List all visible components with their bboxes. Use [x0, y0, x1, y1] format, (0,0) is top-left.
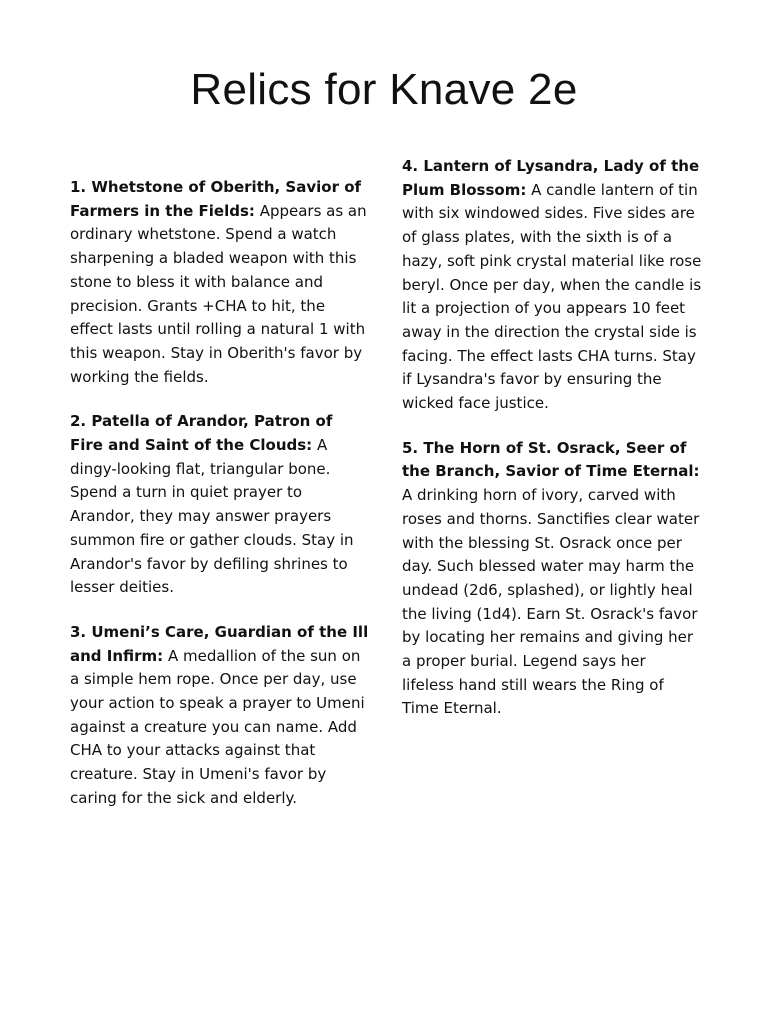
relic-entry-3	[70, 621, 370, 811]
relic-name: 2. Patella of Arandor, Patron of Fire and Saint of the Clouds:	[70, 412, 333, 455]
relic-name: 5. The Horn of St. Osrack, Seer of the Branch, Savior of Time Eternal:	[402, 438, 700, 481]
relic-entry-1	[70, 176, 370, 389]
relic-name: 3. Umeni’s Care, Guardian of the Ill and Infirm:	[70, 622, 369, 665]
relic-name: 1. Whetstone of Oberith, Savior of Farmers in the Fields:	[70, 178, 362, 220]
relic-description: A medallion of the sun on a simple hem rope. Once per day, use your action to speak a prayer to Umeni against a creature you can name. Add CHA to your attacks against that creature. Stay in Umeni's favor by caring for the sick and elderly.	[70, 646, 365, 807]
relic-entry-5	[402, 437, 702, 721]
relic-name: 4. Lantern of Lysandra, Lady of the Plum Blossom:	[402, 157, 700, 199]
relic-description: A dingy-looking flat, triangular bone. Spend a turn in quiet prayer to Arandor, they may answer prayers summon fire or gather clouds. Stay in Arandor's favor by defiling shrines to lesser deities.	[70, 436, 354, 597]
relic-description: A candle lantern of tin with six windowed sides. Five sides are of glass plates, with the sixth is of a hazy, soft pink crystal material like rose beryl. Once per day, when the candle is lit a projection of you appears 10 feet away in the direction the crystal side is facing. The effect lasts CHA turns. Stay if Lysandra's favor by ensuring the wicked face justice.	[402, 180, 702, 413]
page-title: Relics for Knave 2e	[190, 65, 578, 114]
left-column	[70, 176, 370, 832]
relic-entry-4	[402, 155, 702, 416]
relic-description: Appears as an ordinary whetstone. Spend a watch sharpening a bladed weapon with this stone to bless it with balance and precision. Grants +CHA to hit, the effect lasts until rolling a natural 1 with this weapon. Stay in Oberith's favor by working the fields.	[70, 201, 367, 386]
relic-entry-2	[70, 410, 370, 600]
right-column	[402, 155, 702, 742]
relic-description: A drinking horn of ivory, carved with roses and thorns. Sanctifies clear water with the blessing St. Osrack once per day. Such blessed water may harm the undead (2d6, splashed), or lightly heal the living (1d4). Earn St. Osrack's favor by locating her remains and giving her a proper burial. Legend says her lifeless hand still wears the Ring of Time Eternal.	[402, 486, 700, 718]
